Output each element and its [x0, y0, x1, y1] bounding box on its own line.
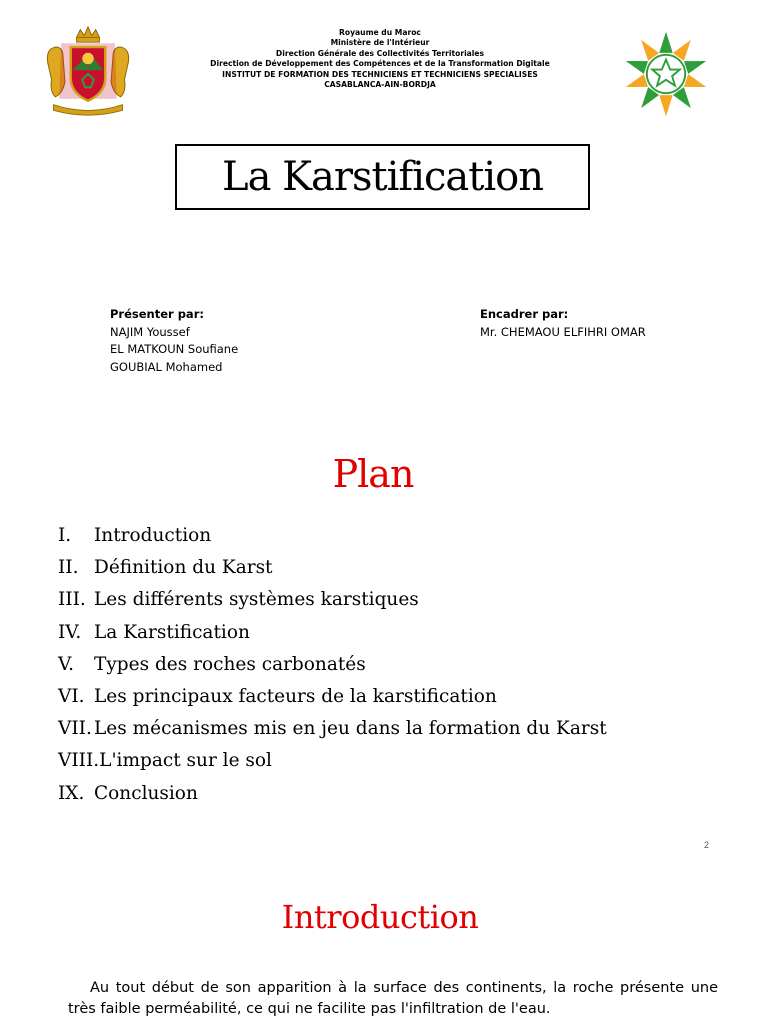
plan-item [58, 520, 607, 552]
page-number: 2 [704, 840, 710, 850]
plan-item-text: Introduction [94, 525, 212, 546]
author-name: EL MATKOUN Soufiane [110, 342, 239, 356]
introduction-paragraph: Au tout début de son apparition à la surface des continents, la roche présente une très faible perméabilité, ce qui ne facilite pas l'infiltration de l'eau. [68, 980, 718, 1017]
institution-header [180, 28, 580, 90]
header-line: INSTITUT DE FORMATION DES TECHNICIENS ET TECHNICIENS SPECIALISES [222, 69, 538, 79]
supervisor-name: Mr. CHEMAOU ELFIHRI OMAR [480, 324, 646, 339]
plan-item [58, 552, 607, 584]
header-line: Ministère de l'Intérieur [330, 38, 430, 48]
plan-item [58, 617, 607, 649]
plan-item [58, 778, 607, 810]
plan-item-text: L'impact sur le sol [99, 750, 272, 772]
plan-item [58, 649, 607, 681]
plan-item-text: Conclusion [94, 782, 198, 804]
author-name: NAJIM Youssef [110, 324, 190, 339]
plan-item-number: V. [58, 653, 75, 675]
plan-item-number: IV. [58, 621, 82, 643]
plan-item-number: VII. [58, 718, 92, 740]
plan-item-text: La Karstification [94, 621, 250, 643]
plan-item-number: VIII. [58, 750, 100, 772]
plan-item-text: Définition du Karst [94, 557, 273, 579]
plan-item-number: VI. [58, 686, 85, 708]
supervisor-label: Encadrer par: [480, 307, 569, 321]
header-line: CASABLANCA-AIN-BORDJA [324, 80, 436, 90]
plan-item-text: Les mécanismes mis en jeu dans la formation du Karst [94, 718, 607, 740]
royal-coat-of-arms-icon [40, 24, 136, 120]
author-name: GOUBIAL Mohamed [110, 359, 223, 374]
plan-item [58, 681, 607, 713]
plan-item-number: IX. [58, 782, 85, 804]
header-line: Direction de Développement des Compétences et de la Transformation Digitale [210, 59, 550, 69]
header-line: Direction Générale des Collectivités Territoriales [275, 48, 485, 58]
star-logo-icon [618, 26, 714, 122]
plan-item-text: Les principaux facteurs de la karstification [94, 686, 497, 708]
plan-list [58, 520, 607, 810]
header-line: Royaume du Maroc [339, 28, 421, 37]
plan-item [58, 713, 607, 745]
plan-item-text: Les différents systèmes karstiques [94, 589, 419, 611]
plan-item-text: Types des roches carbonatés [94, 653, 366, 675]
plan-item-number: II. [58, 557, 79, 579]
document-title: La Karstification [175, 144, 590, 210]
plan-item-number: I. [58, 525, 72, 546]
plan-item [58, 584, 607, 616]
authors-label: Présenter par: [110, 307, 204, 321]
plan-item [58, 745, 607, 777]
authors-block [110, 306, 238, 376]
plan-item-number: III. [58, 589, 86, 611]
plan-heading: Plan [332, 452, 414, 496]
supervisor-block [480, 306, 646, 341]
introduction-heading: Introduction [281, 898, 479, 936]
